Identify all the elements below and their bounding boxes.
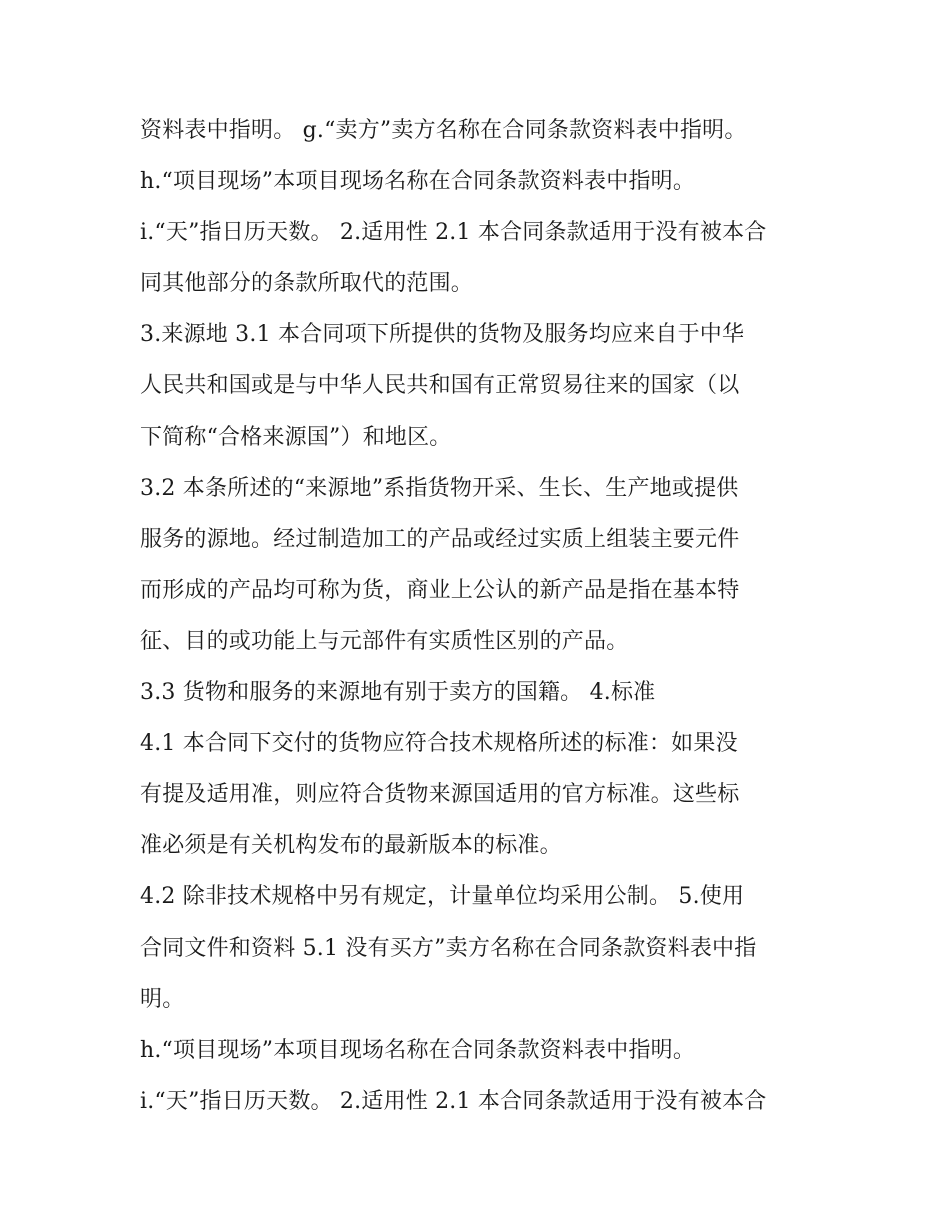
text-line: 4.2 除非技术规格中另有规定，计量单位均采用公制。 5.使用 xyxy=(140,884,745,910)
text-line: 下简称“合格来源国”）和地区。 xyxy=(140,424,452,450)
text-line: 有提及适用准，则应符合货物来源国适用的官方标准。这些标 xyxy=(140,782,740,808)
text-line: 合同文件和资料 5.1 没有买方”卖方名称在合同条款资料表中指 xyxy=(140,935,757,961)
text-line: 人民共和国或是与中华人民共和国有正常贸易往来的国家（以 xyxy=(140,373,740,399)
text-line: 而形成的产品均可称为货，商业上公认的新产品是指在基本特 xyxy=(140,577,740,603)
text-line: 资料表中指明。 g.“卖方”卖方名称在合同条款资料表中指明。 xyxy=(140,118,747,143)
text-line: 同其他部分的条款所取代的范围。 xyxy=(140,271,474,297)
text-line: 3.来源地 3.1 本合同项下所提供的货物及服务均应来自于中华 xyxy=(140,322,745,348)
text-line: 征、目的或功能上与元部件有实质性区别的产品。 xyxy=(140,628,629,654)
text-line: 3.3 货物和服务的来源地有别于卖方的国籍。 4.标准 xyxy=(140,680,656,706)
text-line: 服务的源地。经过制造加工的产品或经过实质上组装主要元件 xyxy=(140,526,740,552)
text-line: 明。 xyxy=(140,986,185,1012)
text-line: 准必须是有关机构发布的最新版本的标准。 xyxy=(140,833,562,859)
document-body xyxy=(140,108,820,1130)
text-line: i.“天”指日历天数。 2.适用性 2.1 本合同条款适用于没有被本合 xyxy=(140,220,767,246)
text-line: 3.2 本条所述的“来源地”系指货物开采、生长、生产地或提供 xyxy=(140,475,739,501)
text-line: h.“项目现场”本项目现场名称在合同条款资料表中指明。 xyxy=(140,1037,696,1063)
text-line: h.“项目现场”本项目现场名称在合同条款资料表中指明。 xyxy=(140,169,696,195)
text-line: i.“天”指日历天数。 2.适用性 2.1 本合同条款适用于没有被本合 xyxy=(140,1088,767,1114)
text-line: 4.1 本合同下交付的货物应符合技术规格所述的标准：如果没 xyxy=(140,731,738,757)
